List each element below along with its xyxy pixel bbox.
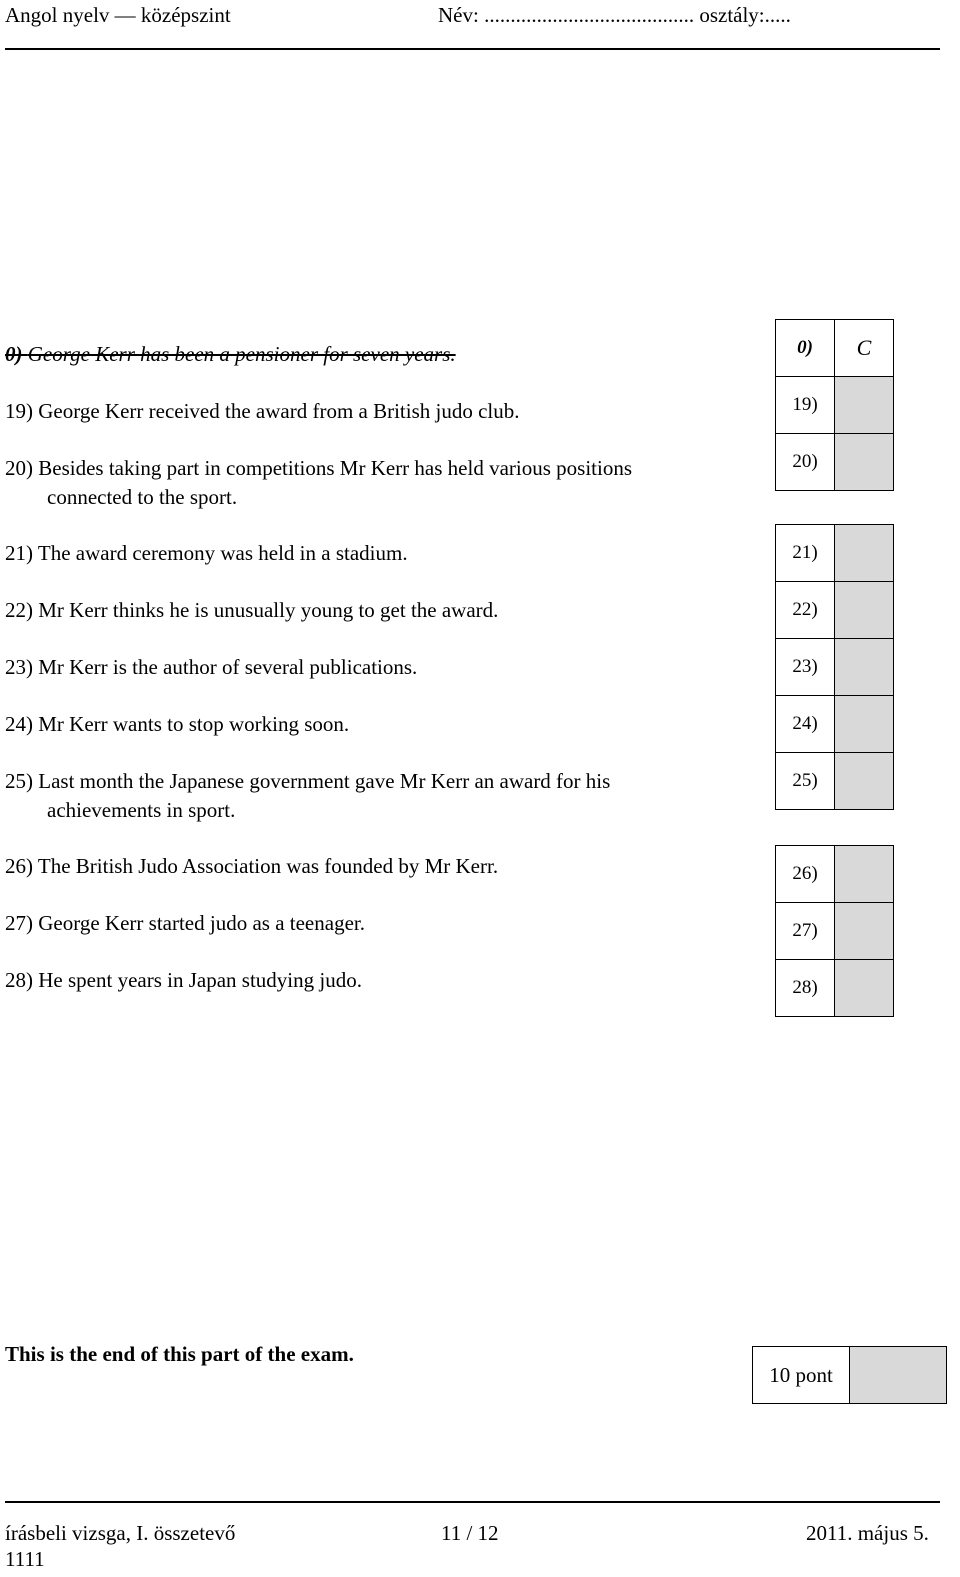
answer-label-21: 21) — [776, 525, 835, 582]
score-label: 10 pont — [753, 1347, 850, 1404]
statement-number: 22) — [5, 598, 33, 622]
answer-label-19: 19) — [776, 377, 835, 434]
statement-number: 26) — [5, 854, 33, 878]
answer-label-20: 20) — [776, 434, 835, 491]
answer-box-26[interactable] — [835, 846, 894, 903]
answer-box-21[interactable] — [835, 525, 894, 582]
answer-label-27: 27) — [776, 903, 835, 960]
answer-box-19[interactable] — [835, 377, 894, 434]
header-subject: Angol nyelv — középszint — [5, 3, 231, 27]
answer-grid-group-2 — [775, 524, 894, 810]
answer-box-22[interactable] — [835, 582, 894, 639]
example-grid-answer: C — [835, 320, 894, 377]
footer-page-number: 11 / 12 — [441, 1521, 499, 1545]
answer-box-27[interactable] — [835, 903, 894, 960]
score-box — [752, 1346, 947, 1404]
answer-label-25: 25) — [776, 753, 835, 810]
statement-21 — [5, 539, 408, 568]
statement-number: 24) — [5, 712, 33, 736]
statement-26 — [5, 852, 498, 881]
answer-label-28: 28) — [776, 960, 835, 1017]
statement-number: 27) — [5, 911, 33, 935]
answer-label-24: 24) — [776, 696, 835, 753]
header-divider — [5, 48, 940, 50]
statement-text: The award ceremony was held in a stadium. — [37, 541, 408, 565]
statement-23 — [5, 653, 417, 682]
statement-continuation: achievements in sport. — [47, 798, 236, 822]
answer-box-20[interactable] — [835, 434, 894, 491]
statement-number: 28) — [5, 968, 33, 992]
footer-code: 1111 — [5, 1547, 45, 1571]
footer-date: 2011. május 5. — [806, 1521, 929, 1545]
statement-text: Last month the Japanese government gave Mr Kerr an award for his — [38, 769, 611, 793]
statement-text: George Kerr received the award from a British judo club. — [38, 399, 520, 423]
statement-28 — [5, 966, 362, 995]
example-number: 0) — [5, 342, 23, 366]
statement-number: 25) — [5, 769, 33, 793]
statement-text: Mr Kerr wants to stop working soon. — [38, 712, 350, 736]
answer-box-24[interactable] — [835, 696, 894, 753]
statement-22 — [5, 596, 498, 625]
statement-25 — [5, 767, 610, 825]
statement-text: Mr Kerr thinks he is unusually young to get the award. — [38, 598, 499, 622]
statement-number: 23) — [5, 655, 33, 679]
end-of-part-text: This is the end of this part of the exam. — [5, 1342, 354, 1366]
statement-number: 19) — [5, 399, 33, 423]
statement-text: The British Judo Association was founded by Mr Kerr. — [37, 854, 499, 878]
answer-box-28[interactable] — [835, 960, 894, 1017]
example-grid-label: 0) — [776, 320, 835, 377]
answer-grid-group-3 — [775, 845, 894, 1017]
answer-label-22: 22) — [776, 582, 835, 639]
footer-exam-label: írásbeli vizsga, I. összetevő — [5, 1521, 236, 1545]
statement-text: George Kerr started judo as a teenager. — [38, 911, 365, 935]
statement-27 — [5, 909, 365, 938]
answer-grid-group-1 — [775, 319, 894, 491]
statement-19 — [5, 397, 520, 426]
statement-number: 21) — [5, 541, 33, 565]
statement-number: 20) — [5, 456, 33, 480]
score-entry-box[interactable] — [850, 1347, 947, 1404]
statement-text: He spent years in Japan studying judo. — [38, 968, 362, 992]
example-text: George Kerr has been a pensioner for seven years. — [27, 342, 456, 366]
header-name-field: Név: ........................................ osztály:..... — [438, 3, 791, 27]
answer-label-23: 23) — [776, 639, 835, 696]
footer-divider — [5, 1501, 940, 1503]
answer-box-25[interactable] — [835, 753, 894, 810]
example-statement — [5, 340, 456, 369]
answer-label-26: 26) — [776, 846, 835, 903]
answer-box-23[interactable] — [835, 639, 894, 696]
statement-text: Mr Kerr is the author of several publications. — [38, 655, 418, 679]
statement-text: Besides taking part in competitions Mr Kerr has held various positions — [38, 456, 632, 480]
statement-continuation: connected to the sport. — [47, 485, 238, 509]
statement-20 — [5, 454, 632, 512]
statement-24 — [5, 710, 349, 739]
